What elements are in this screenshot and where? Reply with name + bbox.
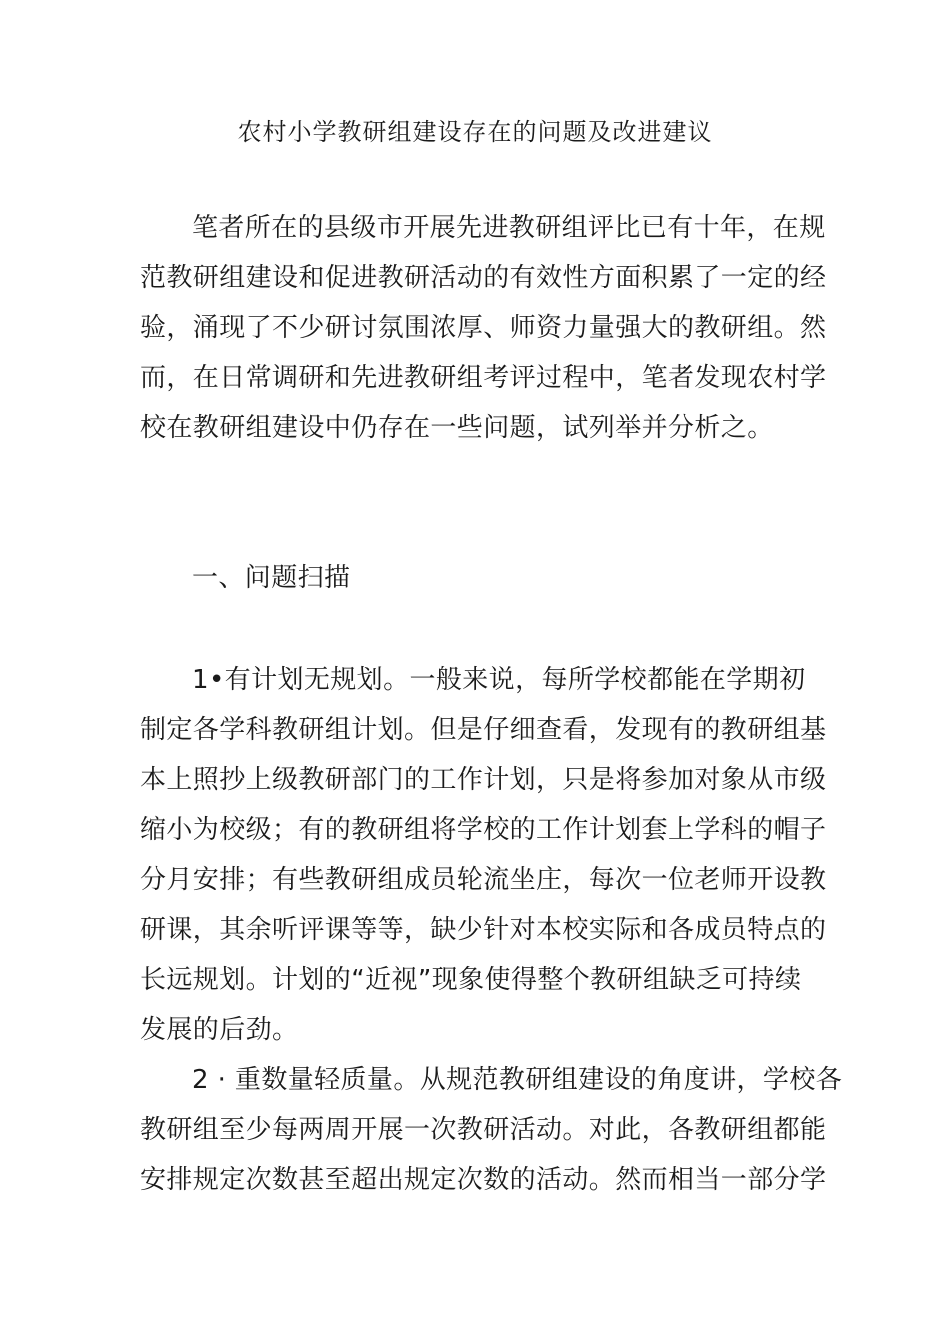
document-title: 农村小学教研组建设存在的问题及改进建议 — [237, 118, 713, 146]
item1-line-5: 分月安排；有些教研组成员轮流坐庄，每次一位老师开设教 — [140, 865, 827, 895]
item1-line-2: 制定各学科教研组计划。但是仔细查看，发现有的教研组基 — [140, 715, 827, 745]
intro-line-4: 而，在日常调研和先进教研组考评过程中，笔者发现农村学 — [140, 363, 827, 393]
item1-line-6: 研课，其余听评课等等，缺少针对本校实际和各成员特点的 — [140, 915, 827, 945]
item2-line-1: 2 · 重数量轻质量。从规范教研组建设的角度讲，学校各 — [192, 1065, 843, 1095]
item1-line-7: 长远规划。计划的“近视”现象使得整个教研组缺乏可持续 — [140, 965, 802, 995]
item1-line-1: 1•有计划无规划。一般来说，每所学校都能在学期初 — [192, 665, 806, 695]
intro-line-3: 验，涌现了不少研讨氛围浓厚、师资力量强大的教研组。然 — [140, 313, 827, 343]
item1-line-4: 缩小为校级；有的教研组将学校的工作计划套上学科的帽子 — [140, 815, 827, 845]
item2-line-3: 安排规定次数甚至超出规定次数的活动。然而相当一部分学 — [140, 1165, 827, 1195]
intro-line-1: 笔者所在的县级市开展先进教研组评比已有十年，在规 — [192, 213, 826, 243]
item2-line-2: 教研组至少每两周开展一次教研活动。对此，各教研组都能 — [140, 1115, 827, 1145]
intro-line-5: 校在教研组建设中仍存在一些问题，试列举并分析之。 — [140, 413, 774, 443]
intro-line-2: 范教研组建设和促进教研活动的有效性方面积累了一定的经 — [140, 263, 827, 293]
section-heading: 一、问题扫描 — [192, 563, 351, 593]
item1-line-8: 发展的后劲。 — [140, 1015, 299, 1045]
item1-line-3: 本上照抄上级教研部门的工作计划，只是将参加对象从市级 — [140, 765, 827, 795]
